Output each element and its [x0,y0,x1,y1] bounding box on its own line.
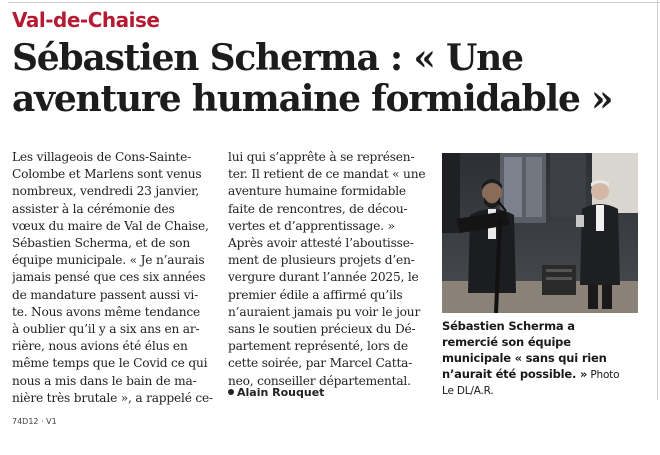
caption-line [442,350,642,366]
body-line: à oublier qu’il y a six ans en ar- [12,322,200,337]
author-byline [228,386,324,399]
caption-text: remercié son équipe [442,335,571,349]
section-kicker: Val-de-Chaise [12,8,160,32]
headline-line-1: Sébastien Scherma : « Une [12,37,523,79]
body-line: neo, conseiller départemental. [228,373,411,388]
body-line: sans le soutien précieux du Dé- [228,322,416,337]
caption-line [442,366,642,383]
body-line: jamais pensé que ces six années [12,270,206,285]
body-line: vœux du maire de Val de Chaise, [12,218,209,233]
body-line: Après avoir attesté l’aboutisse- [228,236,414,251]
body-line: nière très brutale », a rappelé ce- [12,390,213,405]
caption-line [442,318,642,334]
article-photo [442,153,638,313]
body-line: ter. Il retient de ce mandat « une [228,167,426,182]
body-line: nombreux, vendredi 23 janvier, [12,184,200,199]
headline-line-2: aventure humaine formidable » [12,78,613,120]
body-line: faite de rencontres, de décou- [228,201,408,216]
article-headline [12,38,652,120]
top-rule [8,2,660,3]
body-line: n’auraient jamais pu voir le jour [228,304,421,319]
page-code: 74D12 · V1 [12,417,57,426]
body-line: nous a mis dans le bain de ma- [12,373,197,388]
body-line: premier édile a affirmé qu’ils [228,287,403,302]
body-line: aventure humaine formidable [228,184,406,199]
body-line: cette soirée, par Marcel Catta- [228,356,413,371]
body-line: même temps que le Covid ce qui [12,356,208,371]
bullet-icon [228,389,234,395]
article-column-1 [12,149,214,407]
body-line: de mandature passent aussi vi- [12,287,198,302]
body-line: Colombe et Marlens sont venus [12,167,202,182]
author-name: Alain Rouquet [237,386,325,399]
body-line: partement représenté, lors de [228,339,408,354]
photo-credit: Photo [587,369,620,381]
body-line: Les villageois de Cons-Sainte- [12,150,192,164]
photo-illustration [442,153,638,313]
caption-text: n’aurait été possible. » [442,367,588,381]
caption-text: Sébastien Scherma a [442,319,575,333]
photo-caption [442,318,642,399]
photo-credit-source: Le DL/A.R. [442,385,494,397]
body-line: assister à la cérémonie des [12,201,175,216]
body-line: rière, nous avions été élus en [12,339,188,354]
body-line: Sébastien Scherma, et de son [12,236,190,251]
body-line: vergure durant l’année 2025, le [228,270,419,285]
column-rule [657,0,658,400]
caption-line [442,334,642,350]
article-column-2 [228,149,427,390]
body-line: te. Nous avons même tendance [12,304,201,319]
body-line: vertes et d’apprentissage. » [228,218,395,233]
caption-text: municipale « sans qui rien [442,351,607,365]
body-line: lui qui s’apprête à se représen- [228,150,415,164]
body-line: ment de plusieurs projets d’en- [228,253,415,268]
body-line: équipe municipale. « Je n’aurais [12,253,205,268]
